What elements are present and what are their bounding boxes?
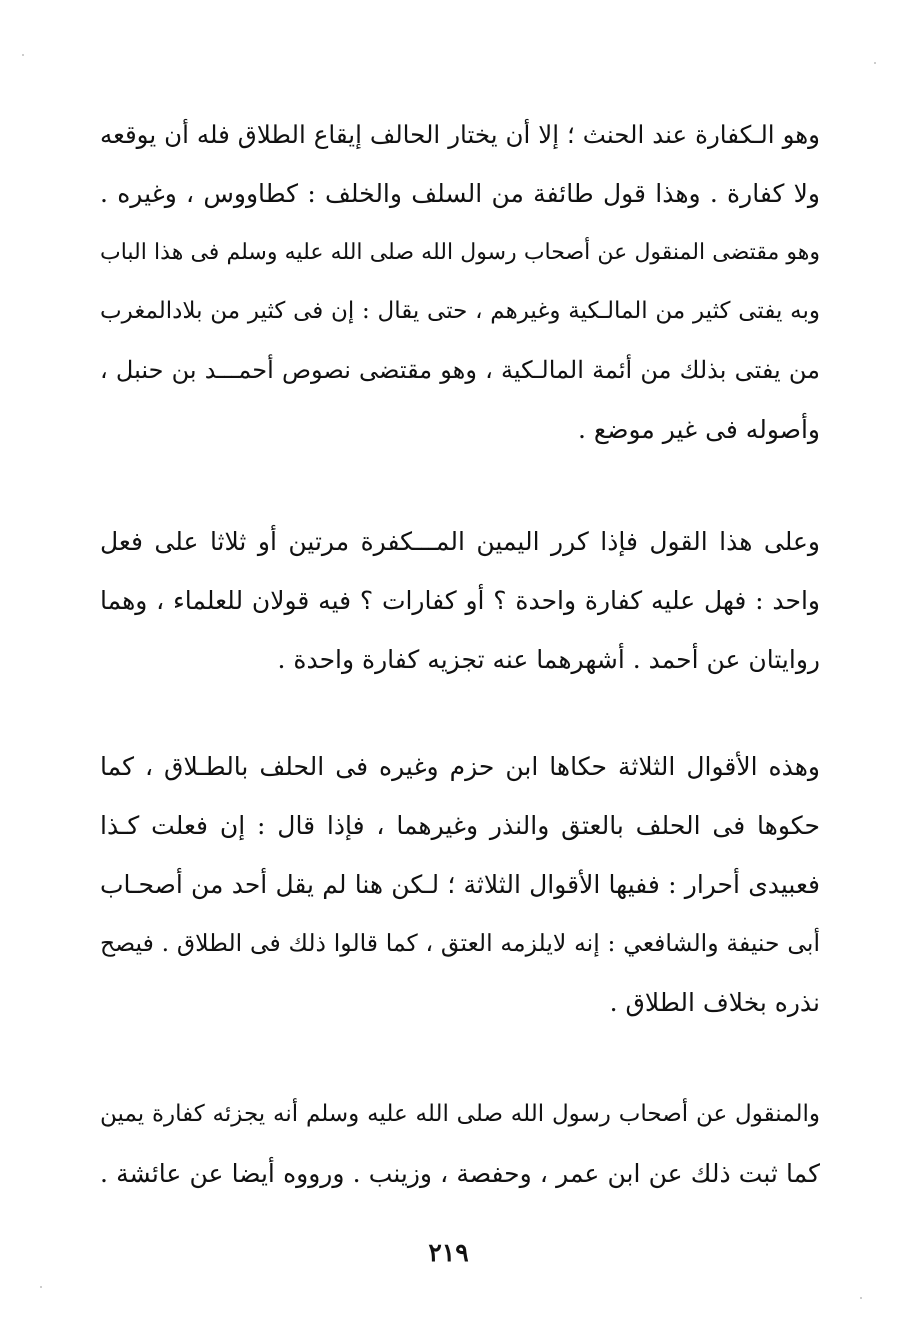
text-line: وهو الـكفارة عند الحنث ؛ إلا أن يختار الحالف إيقاع الطلاق فله أن يوقعه [100, 120, 820, 149]
paragraph-2 [100, 512, 820, 689]
paragraph-3 [100, 737, 820, 1032]
scan-speck [40, 1286, 42, 1288]
text-line: وأصوله فى غير موضع . [578, 415, 820, 444]
scan-speck [874, 62, 876, 64]
text-line: نذره بخلاف الطلاق . [609, 988, 820, 1017]
scan-speck [860, 1297, 862, 1299]
text-line: وهو مقتضى المنقول عن أصحاب رسول الله صلى الله عليه وسلم فى هذا الباب [100, 240, 820, 265]
text-line: وبه يفتى كثير من المالـكية وغيرهم ، حتى يقال : إن فى كثير من بلادالمغرب [100, 298, 820, 324]
text-line: والمنقول عن أصحاب رسول الله صلى الله عليه وسلم أنه يجزئه كفارة يمين [100, 1101, 820, 1127]
text-line: ولا كفارة . وهذا قول طائفة من السلف والخلف : كطاووس ، وغيره . [100, 179, 820, 208]
text-line: روايتان عن أحمد . أشهرهما عنه تجزيه كفارة واحدة . [277, 645, 820, 674]
paragraph-1 [100, 105, 820, 459]
scan-speck [22, 54, 24, 56]
text-line: وهذه الأقوال الثلاثة حكاها ابن حزم وغيره فى الحلف بالطـلاق ، كما [100, 752, 820, 781]
page-number: ٢١٩ [428, 1238, 469, 1267]
text-line: حكوها فى الحلف بالعتق والنذر وغيرهما ، فإذا قال : إن فعلت كـذا [100, 811, 820, 840]
paragraph-4 [100, 1085, 820, 1203]
text-line: وعلى هذا القول فإذا كرر اليمين المـــكفرة مرتين أو ثلاثا على فعل [100, 527, 820, 556]
text-line: أبى حنيفة والشافعي : إنه لايلزمه العتق ، كما قالوا ذلك فى الطلاق . فيصح [100, 929, 820, 957]
text-line: من يفتى بذلك من أئمة المالـكية ، وهو مقتضى نصوص أحمـــد بن حنبل ، [100, 356, 820, 384]
text-line: كما ثبت ذلك عن ابن عمر ، وحفصة ، وزينب . ورووه أيضا عن عائشة . [100, 1159, 820, 1188]
text-line: واحد : فهل عليه كفارة واحدة ؟ أو كفارات ؟ فيه قولان للعلماء ، وهما [100, 586, 820, 615]
text-line: فعبيدى أحرار : ففيها الأقوال الثلاثة ؛ لـكن هنا لم يقل أحد من أصحـاب [100, 870, 820, 899]
